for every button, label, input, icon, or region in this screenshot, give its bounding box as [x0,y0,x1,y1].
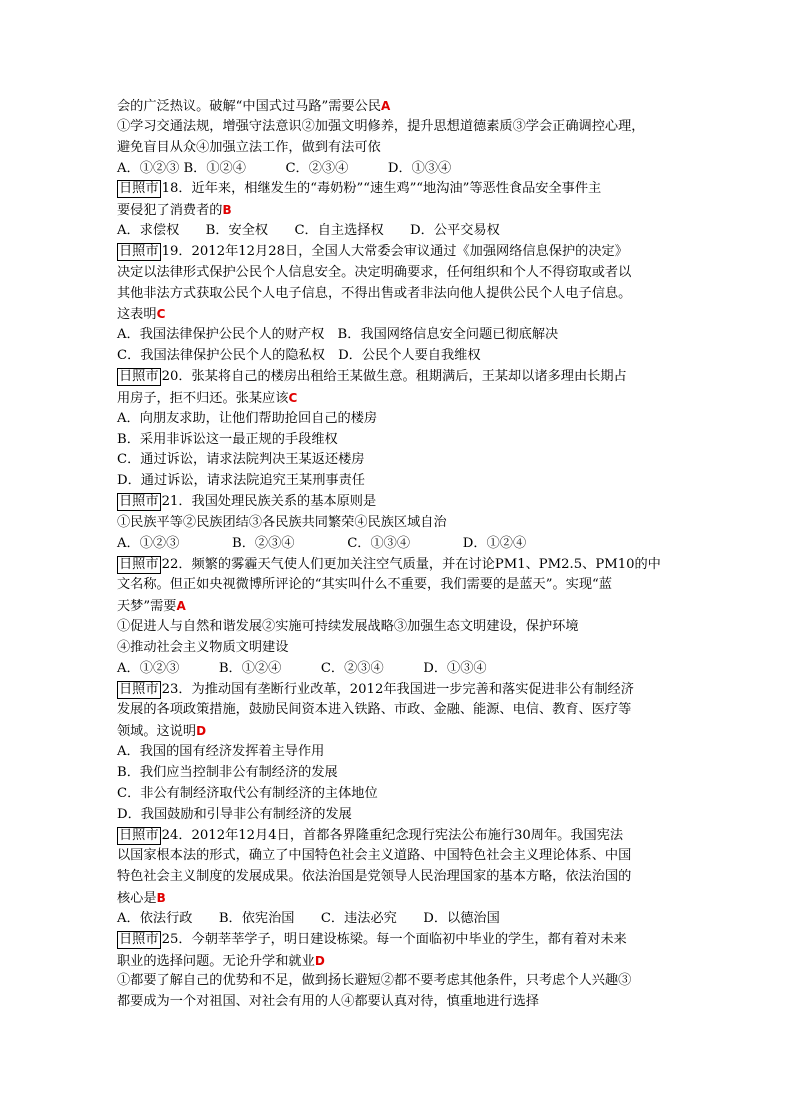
line-text: ①都要了解自己的优势和不足，做到扬长避短②都不要考虑其他条件，只考虑个人兴趣③ [117,973,632,989]
line-text: C．我国法律保护公民个人的隐私权 D．公民个人要自我维权 [117,348,481,364]
line-text: ①促进人与自然和谐发展②实施可持续发展战略③加强生态文明建设，保护环境 [117,619,579,635]
line-text: 22．频繁的雾霾天气使人们更加关注空气质量，并在讨论PM1、PM2.5、PM10的中 [161,556,661,572]
source-tag: 日照市 [119,243,159,259]
text-line [117,867,677,888]
line-text: 18．近年来，相继发生的“毒奶粉”“速生鸡”“地沟油”等恶性食品安全事件主 [161,181,602,197]
text-line [117,388,677,409]
source-tag: 日照市 [119,931,159,947]
line-text: A．①②③ B．②③④ C．①③④ D．①②④ [117,535,527,551]
document-page [117,96,677,1013]
line-text: 要侵犯了消费者的 [117,203,223,219]
answer-key: C [156,307,166,322]
text-line [117,346,677,367]
line-text: 避免盲目从众④加强立法工作，做到有法可依 [117,139,381,155]
line-text: ①学习交通法规，增强守法意识②加强文明修养，提升思想道德素质③学会正确调控心理， [117,118,645,134]
text-line [117,200,677,221]
question-line [117,367,677,388]
text-line [117,409,677,430]
line-text: 23．为推动国有垄断行业改革，2012年我国进一步完善和落实促进非公有制经济 [161,681,634,697]
line-text: D．通过诉讼，请求法院追究王某刑事责任 [117,473,365,489]
text-line [117,742,677,763]
line-text: 职业的选择问题。无论升学和就业 [117,953,315,969]
text-line [117,909,677,930]
answer-key: D [314,953,325,968]
text-line [117,159,677,180]
text-line [117,263,677,284]
source-tag: 日照市 [119,494,159,510]
line-text: C．通过诉讼，请求法院判决王某返还楼房 [117,452,365,468]
text-line [117,763,677,784]
text-line [117,617,677,638]
line-text: 都要成为一个对祖国、对社会有用的人④都要认真对待，慎重地进行选择 [117,994,539,1010]
text-line [117,513,677,534]
line-text: 19．2012年12月28日，全国人大常委会审议通过《加强网络信息保护的决定》 [161,243,628,259]
question-line [117,930,677,951]
text-line [117,450,677,471]
line-text: A．①②③ B．①②④ C．②③④ D．①③④ [117,160,452,176]
line-text: 决定以法律形式保护公民个人信息安全。决定明确要求，任何组织和个人不得窃取或者以 [117,264,632,280]
line-text: 天梦”需要 [117,599,177,615]
text-line [117,700,677,721]
text-line [117,659,677,680]
line-text: 文名称。但正如央视微博所评论的“其实叫什么不重要，我们需要的是蓝天”。实现“蓝 [117,577,612,593]
text-line [117,221,677,242]
text-line [117,846,677,867]
line-text: A．向朋友求助，让他们帮助抢回自己的楼房 [117,410,378,426]
text-line [117,805,677,826]
line-text: A．依法行政 B．依宪治国 C．违法必究 D．以德治国 [117,910,500,926]
text-line [117,721,677,742]
answer-key: D [196,724,207,739]
question-line [117,680,677,701]
answer-key: A [176,599,186,614]
text-line [117,117,677,138]
line-text: ④推动社会主义物质文明建设 [117,639,289,655]
text-line [117,971,677,992]
text-line [117,992,677,1013]
line-text: 20．张某将自己的楼房出租给王某做生意。租期满后，王某却以诸多理由长期占 [161,368,627,384]
line-text: 发展的各项政策措施，鼓励民间资本进入铁路、市政、金融、能源、电信、教育、医疗等 [117,702,632,718]
line-text: 特色社会主义制度的发展成果。依法治国是党领导人民治理国家的基本方略，依法治国的 [117,869,632,885]
text-line [117,888,677,909]
answer-key: B [222,203,232,218]
line-text: 其他非法方式获取公民个人电子信息，不得出售或者非法向他人提供公民个人电子信息。 [117,285,632,301]
text-line [117,575,677,596]
text-line [117,304,677,325]
text-line [117,138,677,159]
line-text: 21．我国处理民族关系的基本原则是 [161,494,377,510]
source-tag: 日照市 [119,681,159,697]
line-text: B．采用非诉讼这一最正规的手段维权 [117,431,338,447]
text-line [117,325,677,346]
line-text: A．我国的国有经济发挥着主导作用 [117,744,325,760]
text-line [117,430,677,451]
source-tag: 日照市 [119,827,159,843]
line-text: A．①②③ B．①②④ C．②③④ D．①③④ [117,660,487,676]
source-tag: 日照市 [119,368,159,384]
question-line [117,179,677,200]
line-text: 领域。这说明 [117,724,197,740]
text-line [117,638,677,659]
text-line [117,596,677,617]
line-text: 这表明 [117,307,157,323]
line-text: 25．今朝莘莘学子，明日建设栋梁。每一个面临初中毕业的学生，都有着对未来 [161,931,627,947]
line-text: D．我国鼓励和引导非公有制经济的发展 [117,806,352,822]
question-line [117,242,677,263]
line-text: 用房子，拒不归还。张某应该 [117,390,289,406]
answer-key: A [381,99,391,113]
source-tag: 日照市 [119,181,159,197]
line-text: C．非公有制经济取代公有制经济的主体地位 [117,785,378,801]
line-text: A．我国法律保护公民个人的财产权 B．我国网络信息安全问题已彻底解决 [117,327,559,343]
source-tag: 日照市 [119,556,159,572]
question-line [117,826,677,847]
line-text: A．求偿权 B．安全权 C．自主选择权 D．公平交易权 [117,223,500,239]
text-line [117,784,677,805]
line-text: 会的广泛热议。破解“中国式过马路”需要公民 [117,99,382,114]
line-text: 24．2012年12月4日，首都各界隆重纪念现行宪法公布施行30周年。我国宪法 [161,827,624,843]
text-line [117,951,677,972]
text-line [117,96,677,117]
line-text: 以国家根本法的形式，确立了中国特色社会主义道路、中国特色社会主义理论体系、中国 [117,848,632,864]
answer-key: C [288,390,298,405]
text-line [117,534,677,555]
text-line [117,284,677,305]
question-line [117,555,677,576]
answer-key: B [156,891,166,906]
text-line [117,471,677,492]
question-line [117,492,677,513]
line-text: ①民族平等②民族团结③各民族共同繁荣④民族区域自治 [117,514,447,530]
line-text: B．我们应当控制非公有制经济的发展 [117,765,338,780]
line-text: 核心是 [117,891,157,907]
